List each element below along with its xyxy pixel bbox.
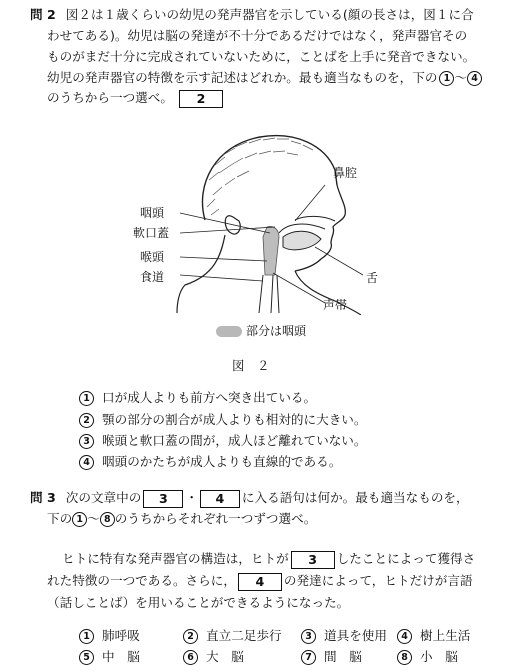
q3-option-6-text: 大 脳 <box>206 649 244 664</box>
q3-option-2-num: 2 <box>183 629 198 644</box>
q3-passage-line-3: （話しことば）を用いることができるようになった。 <box>47 595 350 610</box>
q3-option-4-num: 4 <box>397 629 412 644</box>
q3-box-3[interactable]: 3 <box>143 490 183 508</box>
q2-option-2[interactable] <box>79 411 366 428</box>
q2-range-start: 1 <box>439 71 454 86</box>
q2-option-3-num: 3 <box>79 434 94 449</box>
q2-option-1[interactable] <box>79 389 316 406</box>
q2-option-4[interactable] <box>79 453 341 470</box>
label-pharynx: 咽頭 <box>140 206 165 220</box>
q2-line-1 <box>30 6 474 23</box>
q2-range-sep: 〜 <box>454 70 467 85</box>
figure-caption: 図 ２ <box>232 358 270 373</box>
q3-option-4-text: 樹上生活 <box>420 628 471 643</box>
q3-number: 問 3 <box>30 490 56 505</box>
figure-legend-text: 部分は咽頭 <box>246 324 307 338</box>
q3-passage-2b: の発達によって，ヒトだけが言語 <box>283 573 473 588</box>
label-nasal-cavity: 鼻腔 <box>333 166 358 180</box>
q3-option-5[interactable] <box>79 648 140 665</box>
label-vocal-cords: 声帯 <box>323 298 348 312</box>
q2-line-2: わせてある)。幼児は脳の発達が不十分であるだけではなく，発声器官その <box>47 28 468 43</box>
q3-option-6-num: 6 <box>183 650 198 665</box>
q3-option-7-text: 間 脳 <box>324 649 362 664</box>
q3-passage-line-2 <box>47 572 473 591</box>
q2-option-2-num: 2 <box>79 413 94 428</box>
q3-box-4[interactable]: 4 <box>200 490 240 508</box>
q3-option-8-text: 小 脳 <box>420 649 458 664</box>
q3-option-7-num: 7 <box>301 650 316 665</box>
q3-option-3-text: 道具を使用 <box>324 628 387 643</box>
q2-text-5: のうちから一つ選べ。 <box>47 90 173 105</box>
figure-legend <box>216 322 306 339</box>
q3-passage-line-1 <box>62 550 475 569</box>
q3-option-3[interactable] <box>301 627 387 644</box>
pharynx-shade-swatch <box>216 326 242 337</box>
q3-option-5-num: 5 <box>79 650 94 665</box>
q3-option-7[interactable] <box>301 648 362 665</box>
q2-option-1-num: 1 <box>79 391 94 406</box>
q3-text-2a: 下の <box>47 511 73 526</box>
q2-line-3: ものがまだ十分に完成されていないために，ことばを上手に発音できない。 <box>47 49 476 64</box>
q3-option-8-num: 8 <box>397 650 412 665</box>
q3-text-1b: に入る語句は何か。最も適当なものを， <box>241 490 469 505</box>
q2-option-3[interactable] <box>79 432 366 449</box>
q2-line-4 <box>47 69 482 86</box>
label-soft-palate: 軟口蓋 <box>133 226 170 240</box>
q2-text-4: 幼児の発声器官の特徴を示す記述はどれか。最も適当なものを，下の <box>47 70 438 85</box>
q3-option-8[interactable] <box>397 648 458 665</box>
q3-line-1 <box>30 489 469 508</box>
q3-option-5-text: 中 脳 <box>102 649 140 664</box>
q2-option-4-text: 咽頭のかたちが成人よりも直線的である。 <box>102 454 342 469</box>
q3-text-2b: のうちからそれぞれ一つずつ選べ。 <box>114 511 317 526</box>
q3-option-1[interactable] <box>79 627 140 644</box>
q3-range-end: 8 <box>100 512 115 527</box>
q3-option-1-text: 肺呼吸 <box>102 628 140 643</box>
q3-text-1a: 次の文章中の <box>65 490 142 505</box>
q3-box-sep: ・ <box>185 490 198 505</box>
q2-number: 問 2 <box>30 7 56 22</box>
q3-passage-box-4[interactable]: 4 <box>238 573 282 591</box>
infant-vocal-organ-illustration <box>175 125 375 315</box>
q3-passage-1b: したことによって獲得さ <box>336 551 476 566</box>
q3-option-1-num: 1 <box>79 629 94 644</box>
q2-option-4-num: 4 <box>79 455 94 470</box>
q3-option-2[interactable] <box>183 627 282 644</box>
q2-range-end: 4 <box>467 71 482 86</box>
q2-option-3-text: 喉頭と軟口蓋の間が，成人ほど離れていない。 <box>102 433 367 448</box>
label-esophagus: 食道 <box>140 270 165 284</box>
label-tongue: 舌 <box>366 271 379 285</box>
q2-line-5 <box>47 89 225 108</box>
q2-option-1-text: 口が成人よりも前方へ突き出ている。 <box>102 390 317 405</box>
q3-option-3-num: 3 <box>301 629 316 644</box>
q3-passage-2a: れた特徴の一つである。さらに， <box>47 573 236 588</box>
q3-range-sep: 〜 <box>87 511 100 526</box>
q3-range-start: 1 <box>72 512 87 527</box>
label-larynx: 喉頭 <box>140 250 165 264</box>
q3-passage-1a: ヒトに特有な発声器官の構造は，ヒトが <box>62 551 289 566</box>
q3-option-6[interactable] <box>183 648 244 665</box>
q2-text-1: 図２は１歳くらいの幼児の発声器官を示している(顔の長さは，図１に合 <box>65 7 474 22</box>
q2-answer-box[interactable]: 2 <box>179 90 223 108</box>
q2-option-2-text: 顎の部分の割合が成人よりも相対的に大きい。 <box>102 412 367 427</box>
q3-line-2 <box>47 510 316 527</box>
q3-passage-box-3[interactable]: 3 <box>291 551 335 569</box>
q3-option-2-text: 直立二足歩行 <box>206 628 282 643</box>
q3-option-4[interactable] <box>397 627 470 644</box>
